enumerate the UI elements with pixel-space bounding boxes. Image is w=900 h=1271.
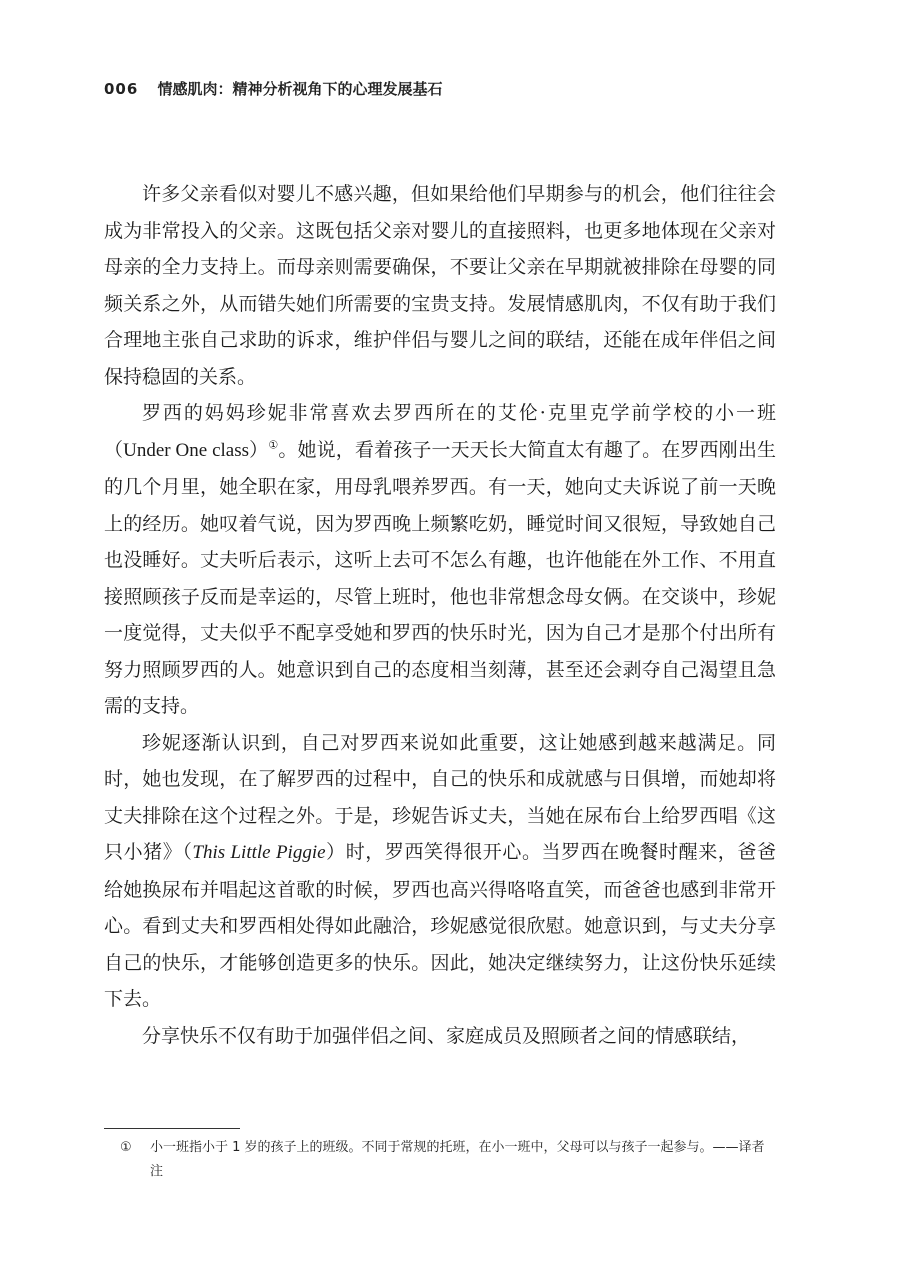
page-number: 006	[104, 80, 139, 98]
body-text	[104, 176, 776, 1054]
book-title: 情感肌肉：精神分析视角下的心理发展基石	[157, 80, 443, 98]
paragraph-2-close-paren: ）	[249, 438, 269, 461]
song-title-english: This Little Piggie	[192, 842, 326, 863]
footnote-marker: ①	[120, 1140, 132, 1155]
paragraph-2	[104, 395, 776, 725]
footnote-reference[interactable]: ①	[268, 438, 279, 452]
paragraph-3-rest: ）时，罗西笑得很开心。当罗西在晚餐时醒来，爸爸给她换尿布并唱起这首歌的时候，罗西也高兴得咯咯直笑，而爸爸也感到非常开心。看到丈夫和罗西相处得如此融洽，珍妮感觉很欣慰。她意识到，与丈夫分享自己的快乐，才能够创造更多的快乐。因此，她决定继续努力，让这份快乐延续下去。	[104, 841, 776, 1010]
paragraph-2-rest: 。她说，看着孩子一天天长大简直太有趣了。在罗西刚出生的几个月里，她全职在家，用母乳喂养罗西。有一天，她向丈夫诉说了前一天晚上的经历。她叹着气说，因为罗西晚上频繁吃奶，睡觉时间又很短，导致她自己也没睡好。丈夫听后表示，这听上去可不怎么有趣，也许他能在外工作、不用直接照顾孩子反而是幸运的，尽管上班时，他也非常想念母女俩。在交谈中，珍妮一度觉得，丈夫似乎不配享受她和罗西的快乐时光，因为自己才是那个付出所有努力照顾罗西的人。她意识到自己的态度相当刻薄，甚至还会剥夺自己渴望且急需的支持。	[104, 438, 776, 717]
paragraph-4: 分享快乐不仅有助于加强伴侣之间、家庭成员及照顾者之间的情感联结，	[142, 1024, 751, 1047]
class-name-english: Under One class	[123, 439, 250, 461]
paragraph-3	[104, 725, 776, 1018]
paragraph-2-opening: 罗西的妈妈珍妮非常喜欢去罗西所在的艾伦·克里克学前学校的小一班（	[104, 402, 776, 461]
running-header	[104, 78, 443, 99]
footnote-divider	[104, 1128, 240, 1129]
paragraph-1: 许多父亲看似对婴儿不感兴趣，但如果给他们早期参与的机会，他们往往会成为非常投入的父亲。这既包括父亲对婴儿的直接照料，也更多地体现在父亲对母亲的全力支持上。而母亲则需要确保，不要让父亲在早期就被排除在母婴的同频关系之外，从而错失她们所需要的宝贵支持。发展情感肌肉，不仅有助于我们合理地主张自己求助的诉求，维护伴侣与婴儿之间的联结，还能在成年伴侣之间保持稳固的关系。	[104, 183, 776, 388]
footnote	[120, 1136, 776, 1184]
footnote-text: 小一班指小于 1 岁的孩子上的班级。不同于常规的托班，在小一班中，父母可以与孩子一起参与。——译者注	[150, 1140, 765, 1179]
paragraph-3-opening: 珍妮逐渐认识到，自己对罗西来说如此重要，这让她感到越来越满足。同时，她也发现，在了解罗西的过程中，自己的快乐和成就感与日俱增，而她却将丈夫排除在这个过程之外。于是，珍妮告诉丈夫，当她在尿布台上给罗西唱《这只小猪》（	[104, 731, 776, 863]
